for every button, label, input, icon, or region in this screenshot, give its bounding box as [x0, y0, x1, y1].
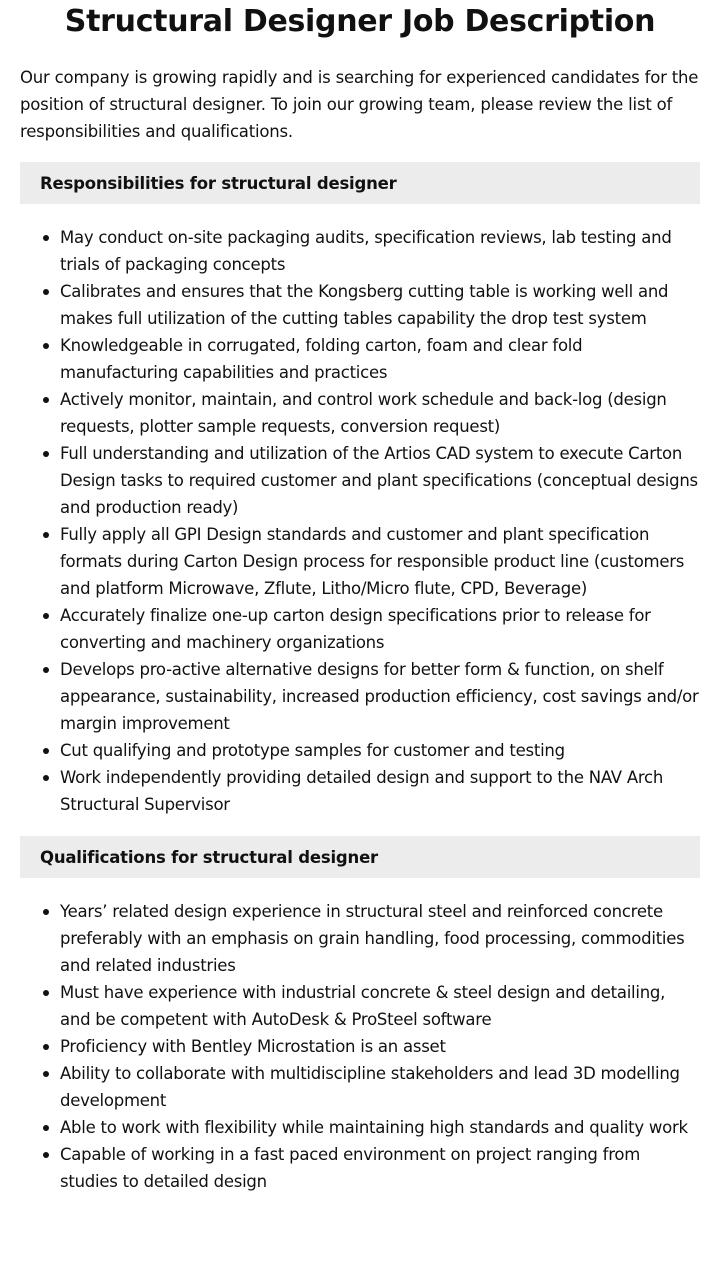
qualification-item: Must have experience with industrial concrete & steel design and detailing, and be competent with AutoDesk & ProSteel software	[60, 979, 700, 1033]
responsibility-item: Full understanding and utilization of the Artios CAD system to execute Carton Design tasks to required customer and plant specifications (conceptual designs and production ready)	[60, 440, 700, 521]
qualification-item: Capable of working in a fast paced environment on project ranging from studies to detailed design	[60, 1141, 700, 1195]
qualifications-list	[20, 898, 700, 1195]
qualification-item: Years’ related design experience in structural steel and reinforced concrete preferably with an emphasis on grain handling, food processing, commodities and related industries	[60, 898, 700, 979]
responsibility-item: Fully apply all GPI Design standards and customer and plant specification formats during Carton Design process for responsible product line (customers and platform Microwave, Zflute, Litho/Micro flute, CPD, Beverage)	[60, 521, 700, 602]
intro-paragraph: Our company is growing rapidly and is searching for experienced candidates for the position of structural designer. To join our growing team, please review the list of responsibilities and qualifications.	[20, 68, 699, 141]
qualification-item: Proficiency with Bentley Microstation is an asset	[60, 1033, 700, 1060]
responsibility-item: Develops pro-active alternative designs for better form & function, on shelf appearance, sustainability, increased production efficiency, cost savings and/or margin improvement	[60, 656, 700, 737]
qualifications-heading: Qualifications for structural designer	[20, 836, 700, 878]
responsibility-item: Actively monitor, maintain, and control work schedule and back-log (design requests, plotter sample requests, conversion request)	[60, 386, 700, 440]
responsibilities-heading: Responsibilities for structural designer	[20, 162, 700, 204]
responsibility-item: Cut qualifying and prototype samples for customer and testing	[60, 737, 700, 764]
responsibilities-list	[20, 224, 700, 818]
responsibility-item: May conduct on-site packaging audits, specification reviews, lab testing and trials of packaging concepts	[60, 224, 700, 278]
qualification-item: Able to work with flexibility while maintaining high standards and quality work	[60, 1114, 700, 1141]
qualification-item: Ability to collaborate with multidiscipline stakeholders and lead 3D modelling development	[60, 1060, 700, 1114]
responsibility-item: Work independently providing detailed design and support to the NAV Arch Structural Supervisor	[60, 764, 700, 818]
responsibility-item: Calibrates and ensures that the Kongsberg cutting table is working well and makes full utilization of the cutting tables capability the drop test system	[60, 278, 700, 332]
page-title: Structural Designer Job Description	[64, 4, 656, 39]
responsibility-item: Knowledgeable in corrugated, folding carton, foam and clear fold manufacturing capabilities and practices	[60, 332, 700, 386]
responsibility-item: Accurately finalize one-up carton design specifications prior to release for converting and machinery organizations	[60, 602, 700, 656]
